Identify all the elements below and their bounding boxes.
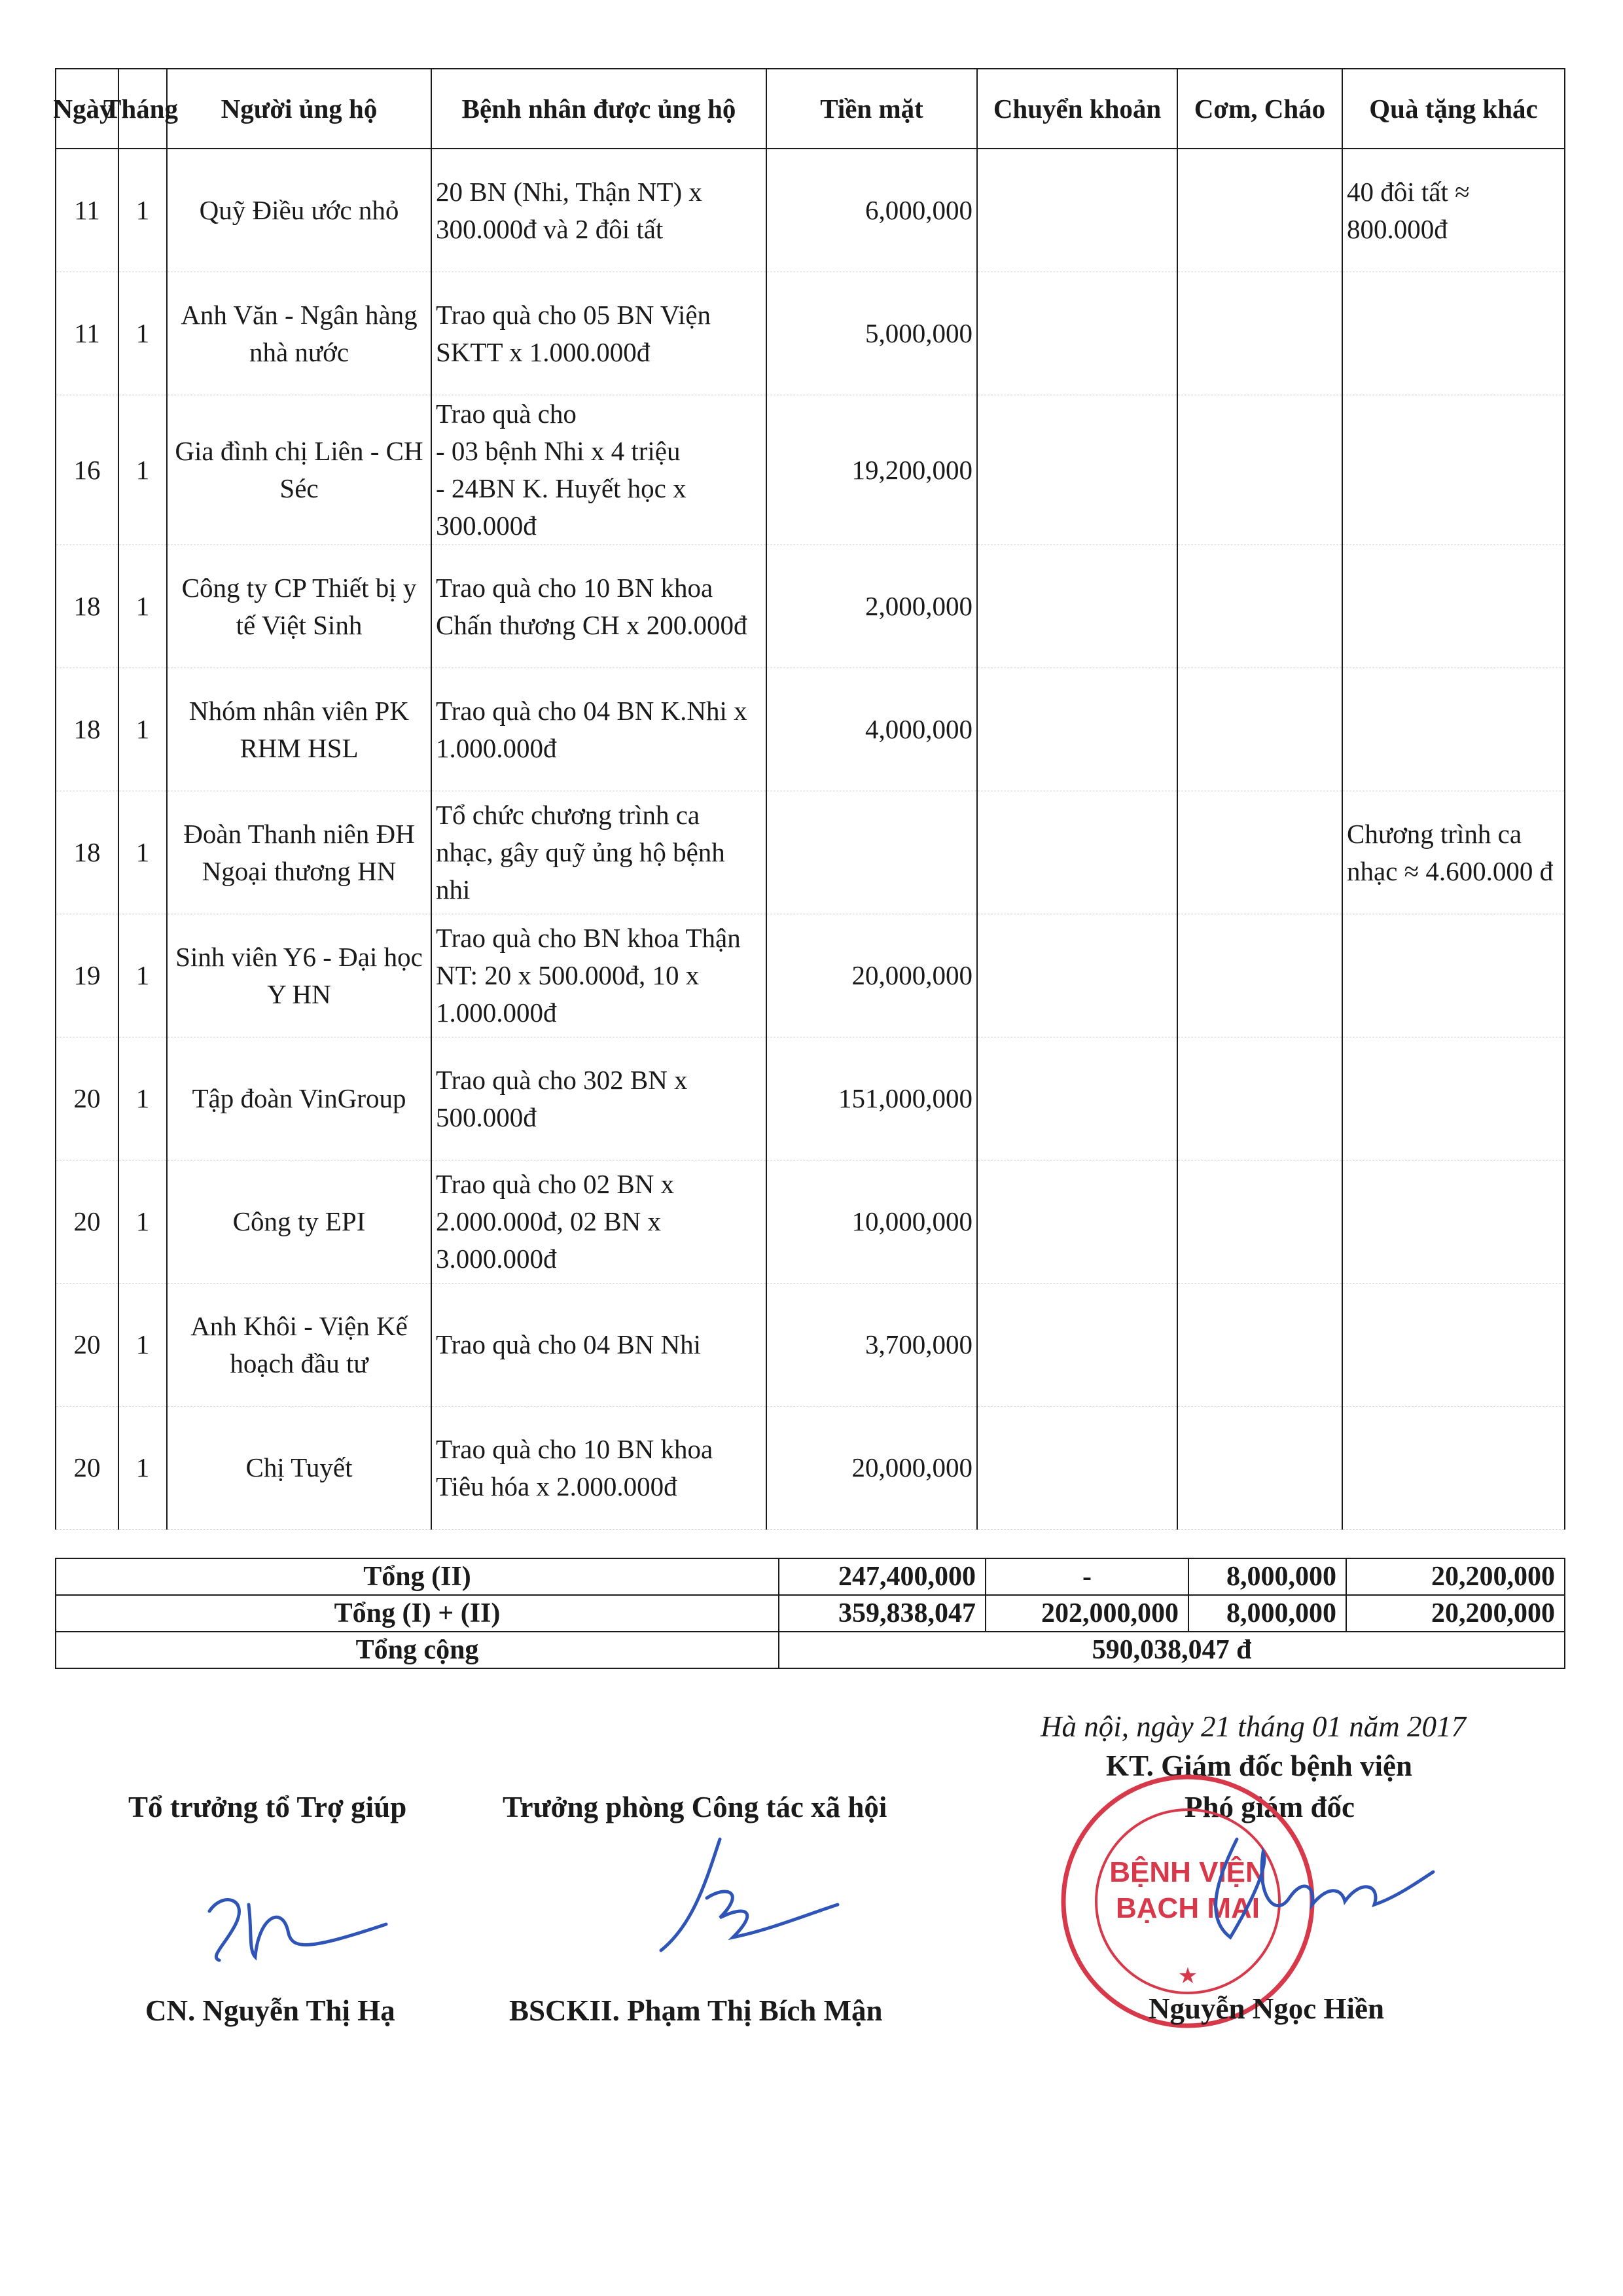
cell-donor: Gia đình chị Liên - CH Séc [167, 395, 431, 545]
cell-meals [1177, 149, 1342, 272]
cell-day: 11 [56, 272, 118, 395]
left-signature [196, 1878, 406, 1983]
svg-text:BẠCH MAI: BẠCH MAI [1116, 1892, 1260, 1924]
cell-day: 16 [56, 395, 118, 545]
middle-signer-title: Trưởng phòng Công tác xã hội [503, 1791, 887, 1823]
cell-patients: Trao quà cho 10 BN khoa Tiêu hóa x 2.000.000đ [431, 1407, 766, 1530]
col-header-patients: Bệnh nhân được ủng hộ [431, 69, 766, 149]
cell-meals [1177, 272, 1342, 395]
cell-other-gifts [1342, 1160, 1565, 1283]
cell-transfer [977, 395, 1177, 545]
cell-transfer [977, 791, 1177, 914]
cell-cash [766, 791, 977, 914]
cell-donor: Đoàn Thanh niên ĐH Ngoại thương HN [167, 791, 431, 914]
cell-day: 11 [56, 149, 118, 272]
cell-patients: Tổ chức chương trình ca nhạc, gây quỹ ủng hộ bệnh nhi [431, 791, 766, 914]
right-signer-name: Nguyễn Ngọc Hiền [1149, 1992, 1384, 2025]
total-i-ii-cash: 359,838,047 [779, 1595, 986, 1632]
table-row [56, 668, 1565, 791]
table-row [56, 545, 1565, 668]
cell-donor: Quỹ Điều ước nhỏ [167, 149, 431, 272]
cell-transfer [977, 545, 1177, 668]
cell-meals [1177, 395, 1342, 545]
cell-cash: 151,000,000 [766, 1037, 977, 1160]
cell-donor: Anh Văn - Ngân hàng nhà nước [167, 272, 431, 395]
cell-cash: 10,000,000 [766, 1160, 977, 1283]
col-header-meals: Cơm, Cháo [1177, 69, 1342, 149]
cell-meals [1177, 1037, 1342, 1160]
cell-transfer [977, 149, 1177, 272]
col-header-other-gifts: Quà tặng khác [1342, 69, 1565, 149]
col-header-month: Tháng [118, 69, 167, 149]
cell-donor: Tập đoàn VinGroup [167, 1037, 431, 1160]
cell-other-gifts [1342, 1283, 1565, 1407]
cell-transfer [977, 272, 1177, 395]
table-row [56, 1283, 1565, 1407]
cell-day: 18 [56, 545, 118, 668]
cell-day: 18 [56, 668, 118, 791]
cell-month: 1 [118, 272, 167, 395]
col-header-day: Ngày [56, 69, 118, 149]
cell-other-gifts: Chương trình ca nhạc ≈ 4.600.000 đ [1342, 791, 1565, 914]
cell-other-gifts [1342, 545, 1565, 668]
cell-month: 1 [118, 1160, 167, 1283]
table-row [56, 1160, 1565, 1283]
cell-donor: Sinh viên Y6 - Đại học Y HN [167, 914, 431, 1037]
middle-signature [648, 1833, 844, 1970]
cell-transfer [977, 1407, 1177, 1530]
cell-donor: Chị Tuyết [167, 1407, 431, 1530]
cell-donor: Nhóm nhân viên PK RHM HSL [167, 668, 431, 791]
cell-cash: 3,700,000 [766, 1283, 977, 1407]
table-row [56, 1037, 1565, 1160]
total-ii-cash: 247,400,000 [779, 1558, 986, 1595]
table-row [56, 395, 1565, 545]
table-header-row [56, 69, 1565, 149]
cell-meals [1177, 791, 1342, 914]
cell-day: 18 [56, 791, 118, 914]
middle-signer-name: BSCKII. Phạm Thị Bích Mận [509, 1994, 883, 2027]
cell-cash: 19,200,000 [766, 395, 977, 545]
cell-patients: 20 BN (Nhi, Thận NT) x 300.000đ và 2 đôi tất [431, 149, 766, 272]
totals-table [55, 1558, 1565, 1669]
stamp-text: BỆNH VIỆN [1109, 1856, 1266, 1888]
cell-other-gifts [1342, 395, 1565, 545]
grand-total-value: 590,038,047 đ [779, 1632, 1565, 1668]
cell-cash: 2,000,000 [766, 545, 977, 668]
table-row [56, 1407, 1565, 1530]
cell-other-gifts [1342, 1037, 1565, 1160]
total-i-ii-transfer: 202,000,000 [986, 1595, 1188, 1632]
cell-cash: 4,000,000 [766, 668, 977, 791]
date-line: Hà nội, ngày 21 tháng 01 năm 2017 [1041, 1710, 1466, 1743]
cell-month: 1 [118, 1037, 167, 1160]
cell-other-gifts [1342, 1407, 1565, 1530]
cell-cash: 5,000,000 [766, 272, 977, 395]
cell-patients: Trao quà cho 02 BN x 2.000.000đ, 02 BN x 3.000.000đ [431, 1160, 766, 1283]
cell-patients: Trao quà cho 10 BN khoa Chấn thương CH x 200.000đ [431, 545, 766, 668]
cell-day: 20 [56, 1407, 118, 1530]
total-row-ii [56, 1558, 1565, 1595]
cell-transfer [977, 668, 1177, 791]
cell-meals [1177, 1160, 1342, 1283]
total-ii-meals: 8,000,000 [1188, 1558, 1346, 1595]
cell-month: 1 [118, 668, 167, 791]
cell-meals [1177, 1407, 1342, 1530]
cell-meals [1177, 1283, 1342, 1407]
donation-table [55, 68, 1565, 1530]
cell-cash: 6,000,000 [766, 149, 977, 272]
table-row [56, 272, 1565, 395]
cell-month: 1 [118, 1283, 167, 1407]
grand-total-row [56, 1632, 1565, 1668]
cell-patients: Trao quà cho BN khoa Thận NT: 20 x 500.000đ, 10 x 1.000.000đ [431, 914, 766, 1037]
table-row [56, 914, 1565, 1037]
total-i-ii-other: 20,200,000 [1346, 1595, 1565, 1632]
col-header-cash: Tiền mặt [766, 69, 977, 149]
col-header-donor: Người ủng hộ [167, 69, 431, 149]
right-signer-title-2: Phó giám đốc [1185, 1791, 1355, 1823]
svg-text:★: ★ [1177, 1964, 1198, 1988]
cell-patients: Trao quà cho 04 BN K.Nhi x 1.000.000đ [431, 668, 766, 791]
cell-other-gifts [1342, 914, 1565, 1037]
cell-transfer [977, 1283, 1177, 1407]
cell-patients: Trao quà cho 302 BN x 500.000đ [431, 1037, 766, 1160]
left-signer-name: CN. Nguyễn Thị Hạ [145, 1994, 395, 2027]
grand-total-label: Tổng cộng [56, 1632, 779, 1668]
cell-month: 1 [118, 395, 167, 545]
cell-day: 20 [56, 1037, 118, 1160]
table-row [56, 791, 1565, 914]
total-i-ii-label: Tổng (I) + (II) [56, 1595, 779, 1632]
total-ii-other: 20,200,000 [1346, 1558, 1565, 1595]
cell-cash: 20,000,000 [766, 914, 977, 1037]
cell-day: 20 [56, 1160, 118, 1283]
col-header-transfer: Chuyển khoản [977, 69, 1177, 149]
cell-patients: Trao quà cho 05 BN Viện SKTT x 1.000.000đ [431, 272, 766, 395]
total-row-i-ii [56, 1595, 1565, 1632]
cell-meals [1177, 914, 1342, 1037]
left-signer-title: Tổ trưởng tổ Trợ giúp [128, 1791, 407, 1823]
total-ii-transfer: - [986, 1558, 1188, 1595]
cell-month: 1 [118, 545, 167, 668]
cell-transfer [977, 914, 1177, 1037]
cell-meals [1177, 545, 1342, 668]
cell-donor: Anh Khôi - Viện Kế hoạch đầu tư [167, 1283, 431, 1407]
cell-donor: Công ty EPI [167, 1160, 431, 1283]
cell-cash: 20,000,000 [766, 1407, 977, 1530]
cell-patients: Trao quà cho - 03 bệnh Nhi x 4 triệu - 24BN K. Huyết học x 300.000đ [431, 395, 766, 545]
cell-other-gifts [1342, 272, 1565, 395]
total-ii-label: Tổng (II) [56, 1558, 779, 1595]
cell-month: 1 [118, 791, 167, 914]
right-signer-title-1: KT. Giám đốc bệnh viện [1106, 1749, 1412, 1782]
cell-donor: Công ty CP Thiết bị y tế Việt Sinh [167, 545, 431, 668]
total-i-ii-meals: 8,000,000 [1188, 1595, 1346, 1632]
cell-patients: Trao quà cho 04 BN Nhi [431, 1283, 766, 1407]
cell-meals [1177, 668, 1342, 791]
cell-month: 1 [118, 914, 167, 1037]
cell-other-gifts: 40 đôi tất ≈ 800.000đ [1342, 149, 1565, 272]
cell-transfer [977, 1037, 1177, 1160]
cell-day: 20 [56, 1283, 118, 1407]
cell-other-gifts [1342, 668, 1565, 791]
right-signature [1191, 1826, 1440, 1957]
cell-month: 1 [118, 149, 167, 272]
table-row [56, 149, 1565, 272]
cell-transfer [977, 1160, 1177, 1283]
cell-month: 1 [118, 1407, 167, 1530]
cell-day: 19 [56, 914, 118, 1037]
